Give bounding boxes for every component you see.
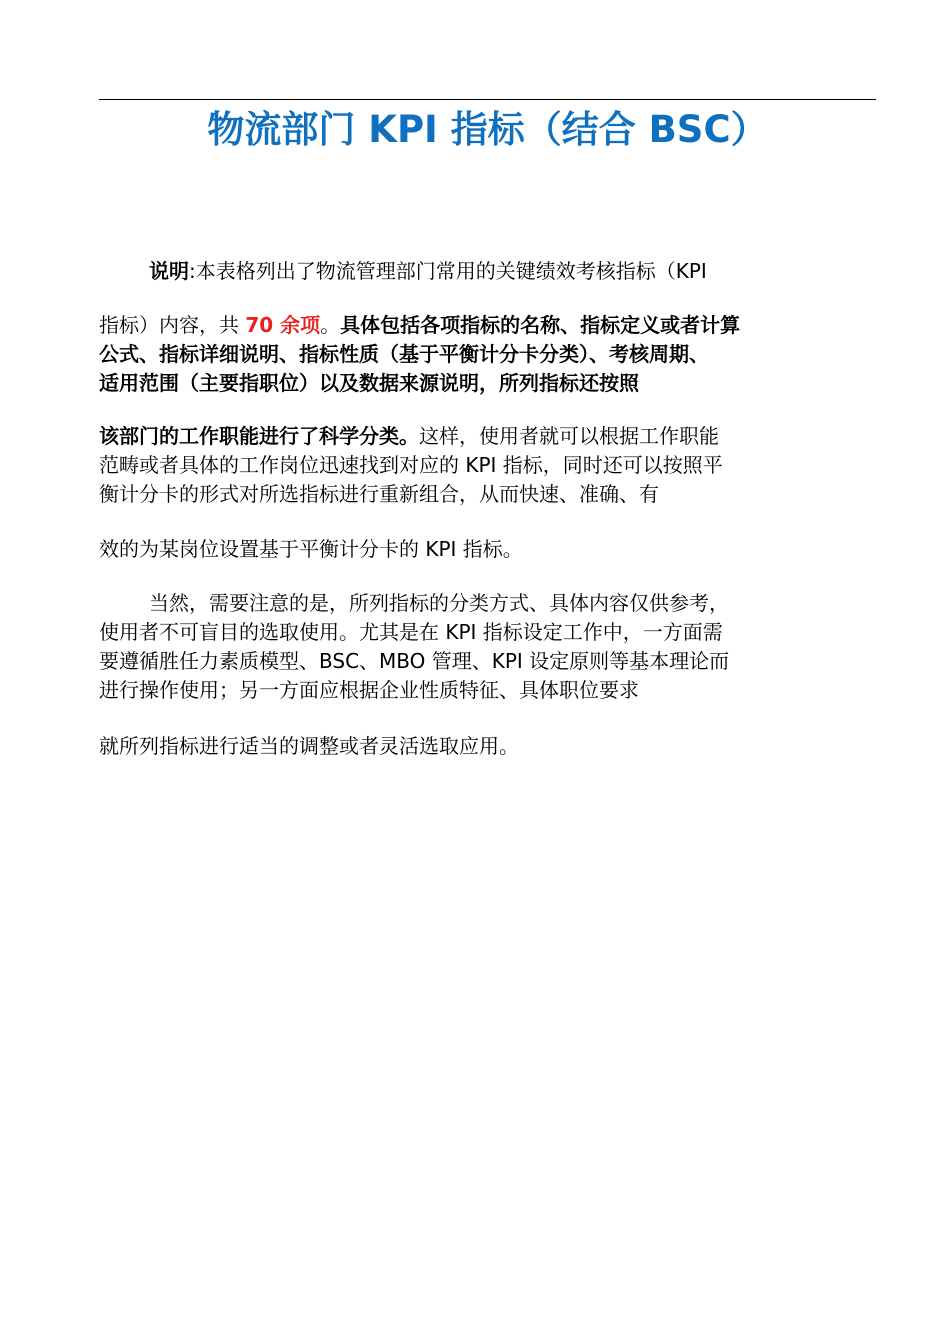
para1-line5-rest: 这样，使用者就可以根据工作职能 (419, 424, 719, 448)
para1-line5 (99, 422, 719, 451)
para2-line5: 就所列指标进行适当的调整或者灵活选取应用。 (99, 734, 519, 758)
para1-line3: 公式、指标详细说明、指标性质（基于平衡计分卡分类）、考核周期、 (99, 342, 709, 366)
para2-line3: 要遵循胜任力素质模型、BSC、MBO 管理、KPI 设定原则等基本理论而 (99, 649, 730, 673)
para1-line6: 范畴或者具体的工作岗位迅速找到对应的 KPI 指标，同时还可以按照平 (99, 453, 723, 477)
top-rule (99, 99, 876, 100)
para1-line8: 效的为某岗位设置基于平衡计分卡的 KPI 指标。 (99, 537, 523, 561)
para1-line2 (99, 311, 740, 340)
para1-line1 (149, 257, 707, 286)
para1-line4: 适用范围（主要指职位）以及数据来源说明，所列指标还按照 (99, 371, 639, 395)
para1-line2-sep: 。 (320, 313, 341, 337)
intro-label: 说明 (149, 259, 189, 283)
item-count-highlight: 70 余项 (245, 313, 321, 337)
para1-line2-pre: 指标）内容，共 (99, 313, 246, 337)
intro-text: :本表格列出了物流管理部门常用的关键绩效考核指标（KPI (189, 259, 707, 283)
para1-line2-bold: 具体包括各项指标的名称、指标定义或者计算 (340, 313, 741, 337)
document-title: 物流部门 KPI 指标（结合 BSC） (207, 108, 768, 151)
para1-line5-bold: 该部门的工作职能进行了科学分类。 (99, 424, 419, 448)
para1-line7: 衡计分卡的形式对所选指标进行重新组合，从而快速、准确、有 (99, 482, 659, 506)
para2-line2: 使用者不可盲目的选取使用。尤其是在 KPI 指标设定工作中，一方面需 (99, 620, 723, 644)
para2-line1: 当然，需要注意的是，所列指标的分类方式、具体内容仅供参考， (149, 591, 729, 615)
para2-line4: 进行操作使用；另一方面应根据企业性质特征、具体职位要求 (99, 678, 639, 702)
